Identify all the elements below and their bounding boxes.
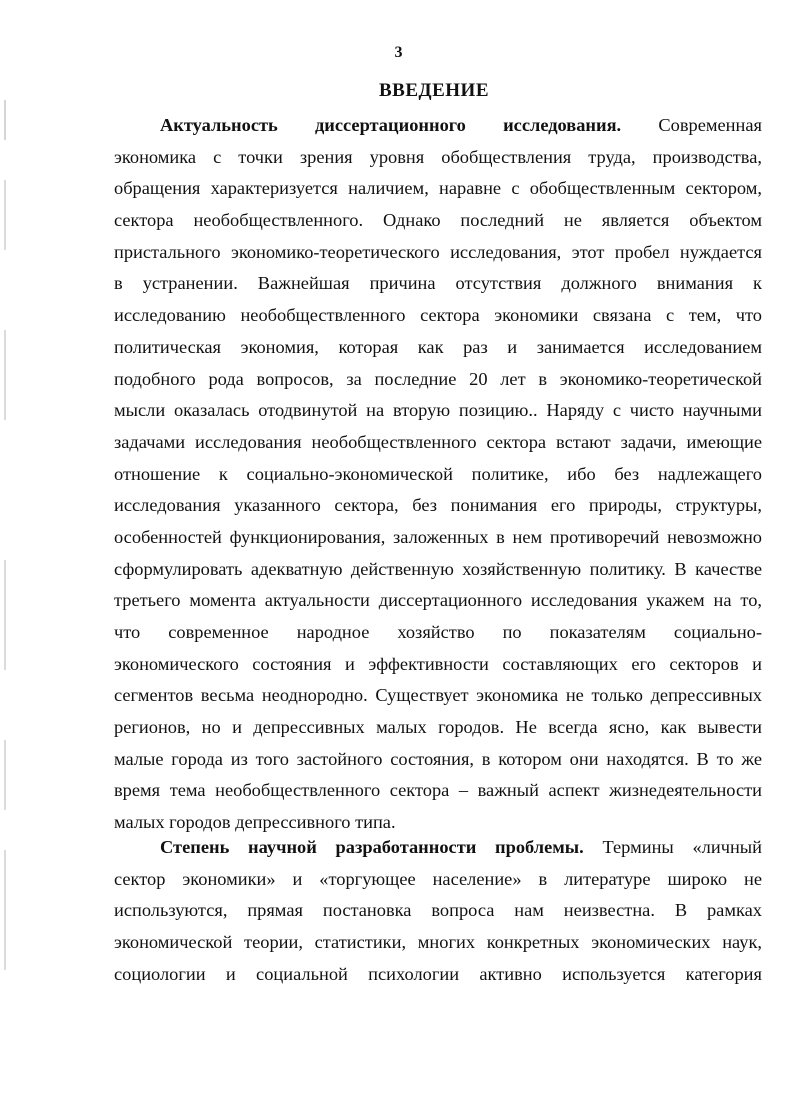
text-line: задачами исследования необобществленного сектора встают задачи, имеющие [114, 431, 762, 452]
text-line: сегментов весьма неоднородно. Существует экономика не только депрессивных [114, 685, 762, 706]
text-line: социологии и социальной психологии активно используется категория [114, 963, 762, 984]
text-line: третьего момента актуальности диссертационного исследования укажем на то, [114, 590, 762, 611]
scan-artifact [4, 180, 6, 250]
text-line: исследованию необобществленного сектора экономики связана с тем, что [114, 305, 762, 326]
text-line: подобного рода вопросов, за последние 20 лет в экономико-теоретической [114, 368, 762, 389]
paragraph-research-degree [114, 832, 762, 990]
text-line: исследования указанного сектора, без понимания его природы, структуры, [114, 495, 762, 516]
text-line: что современное народное хозяйство по показателям социально- [114, 622, 762, 642]
text-line: малые города из того застойного состояния, в котором они находятся. В то же [114, 748, 762, 769]
paragraph-relevance [114, 110, 762, 839]
scan-artifact [4, 330, 6, 420]
text-line: экономического состояния и эффективности составляющих его секторов и [114, 653, 762, 674]
section-title-research-degree: Степень научной разработанности проблемы. [160, 837, 584, 857]
text-line: сектор экономики» и «торгующее население» в литературе широко не [114, 868, 762, 889]
text-line: экономика с точки зрения уровня обобществления труда, производства, [114, 146, 762, 167]
text-line: пристального экономико-теоретического исследования, этот пробел нуждается [114, 241, 762, 262]
text-line: экономической теории, статистики, многих конкретных экономических наук, [114, 932, 762, 953]
page-title: ВВЕДЕНИЕ [379, 80, 489, 101]
text-line: Степень научной разработанности проблемы. Термины «личный [160, 837, 762, 857]
text-line: малых городов депрессивного типа. [114, 812, 396, 833]
text-line: политическая экономия, которая как раз и занимается исследованием [114, 336, 762, 357]
text-line: используются, прямая постановка вопроса нам неизвестна. В рамках [114, 900, 762, 921]
section-title-relevance: Актуальность диссертационного исследования. [160, 115, 622, 135]
text-line: сформулировать адекватную действенную хозяйственную политику. В качестве [114, 558, 762, 579]
scan-artifact [4, 850, 6, 970]
text-line: мысли оказалась отодвинутой на вторую позицию.. Наряду с чисто научными [114, 400, 762, 421]
text-line: особенностей функционирования, заложенных в нем противоречий невозможно [114, 526, 762, 547]
scan-artifact [4, 560, 6, 670]
scan-artifact [4, 740, 6, 810]
text-line: сектора необобществленного. Однако последний не является объектом [114, 210, 762, 231]
text-line: время тема необобществленного сектора – важный аспект жизнедеятельности [114, 780, 762, 801]
text-line: обращения характеризуется наличием, наравне с обобществленным сектором, [114, 178, 762, 199]
text-line: регионов, но и депрессивных малых городов. Не всегда ясно, как вывести [114, 717, 762, 738]
text-line: Актуальность диссертационного исследования. Современная [160, 115, 762, 135]
text-line: отношение к социально-экономической политике, ибо без надлежащего [114, 463, 762, 484]
page-number: 3 [394, 44, 403, 61]
text-line: в устранении. Важнейшая причина отсутствия должного внимания к [114, 273, 762, 294]
scan-artifact [4, 100, 6, 140]
